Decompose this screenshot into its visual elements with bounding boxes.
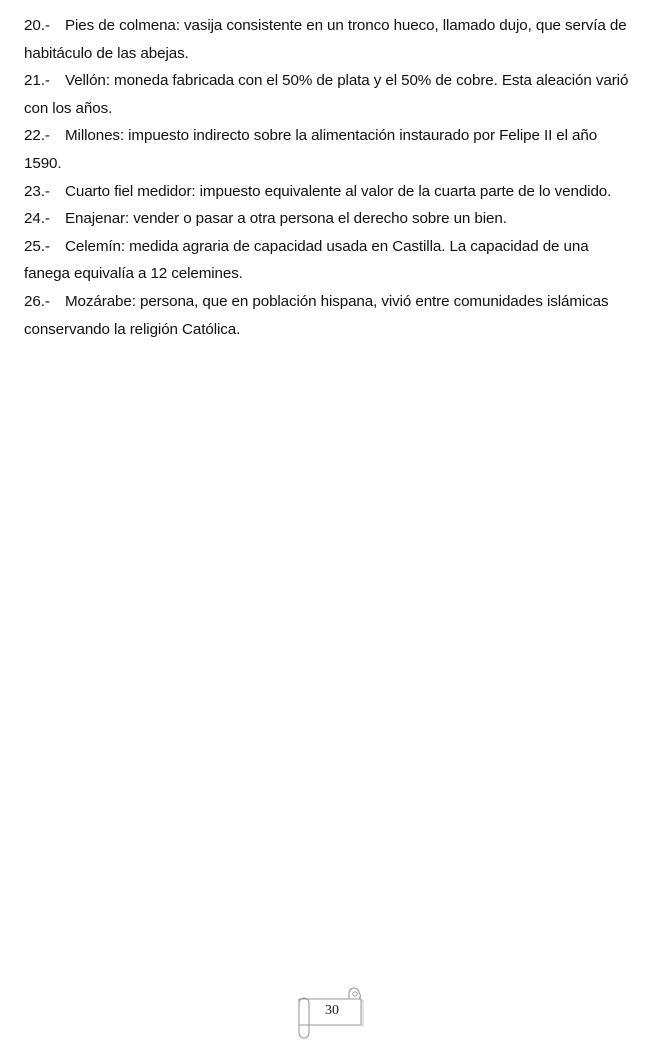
note-number: 24.- xyxy=(24,210,50,228)
note-item xyxy=(24,12,638,67)
notes-list xyxy=(24,12,638,343)
note-text: Celemín: medida agraria de capacidad usada en Castilla. La capacidad de una fanega equivalía a 12 celemines. xyxy=(24,237,589,283)
page-number: 30 xyxy=(325,1003,339,1018)
note-item xyxy=(24,178,638,206)
page-number-scroll xyxy=(287,985,367,1041)
note-item xyxy=(24,288,638,343)
note-text: Cuarto fiel medidor: impuesto equivalente al valor de la cuarta parte de lo vendido. xyxy=(65,182,612,200)
note-item xyxy=(24,205,638,233)
note-text: Vellón: moneda fabricada con el 50% de plata y el 50% de cobre. Esta aleación varió con los años. xyxy=(24,72,629,117)
note-text: Enajenar: vender o pasar a otra persona el derecho sobre un bien. xyxy=(65,210,507,228)
note-text: Mozárabe: persona, que en población hispana, vivió entre comunidades islámicas conservando la religión Católica. xyxy=(24,292,609,338)
note-item xyxy=(24,233,638,288)
note-number: 23.- xyxy=(24,182,50,200)
note-number: 22.- xyxy=(24,127,50,145)
note-number: 21.- xyxy=(24,72,50,90)
note-text: Millones: impuesto indirecto sobre la alimentación instaurado por Felipe II el año 1590. xyxy=(24,127,598,172)
note-number: 20.- xyxy=(24,17,50,34)
note-number: 25.- xyxy=(24,237,50,255)
note-item xyxy=(24,122,638,177)
note-item xyxy=(24,67,638,122)
note-number: 26.- xyxy=(24,292,50,310)
note-text: Pies de colmena: vasija consistente en un tronco hueco, llamado dujo, que servía de habitáculo de las abejas. xyxy=(24,17,627,62)
